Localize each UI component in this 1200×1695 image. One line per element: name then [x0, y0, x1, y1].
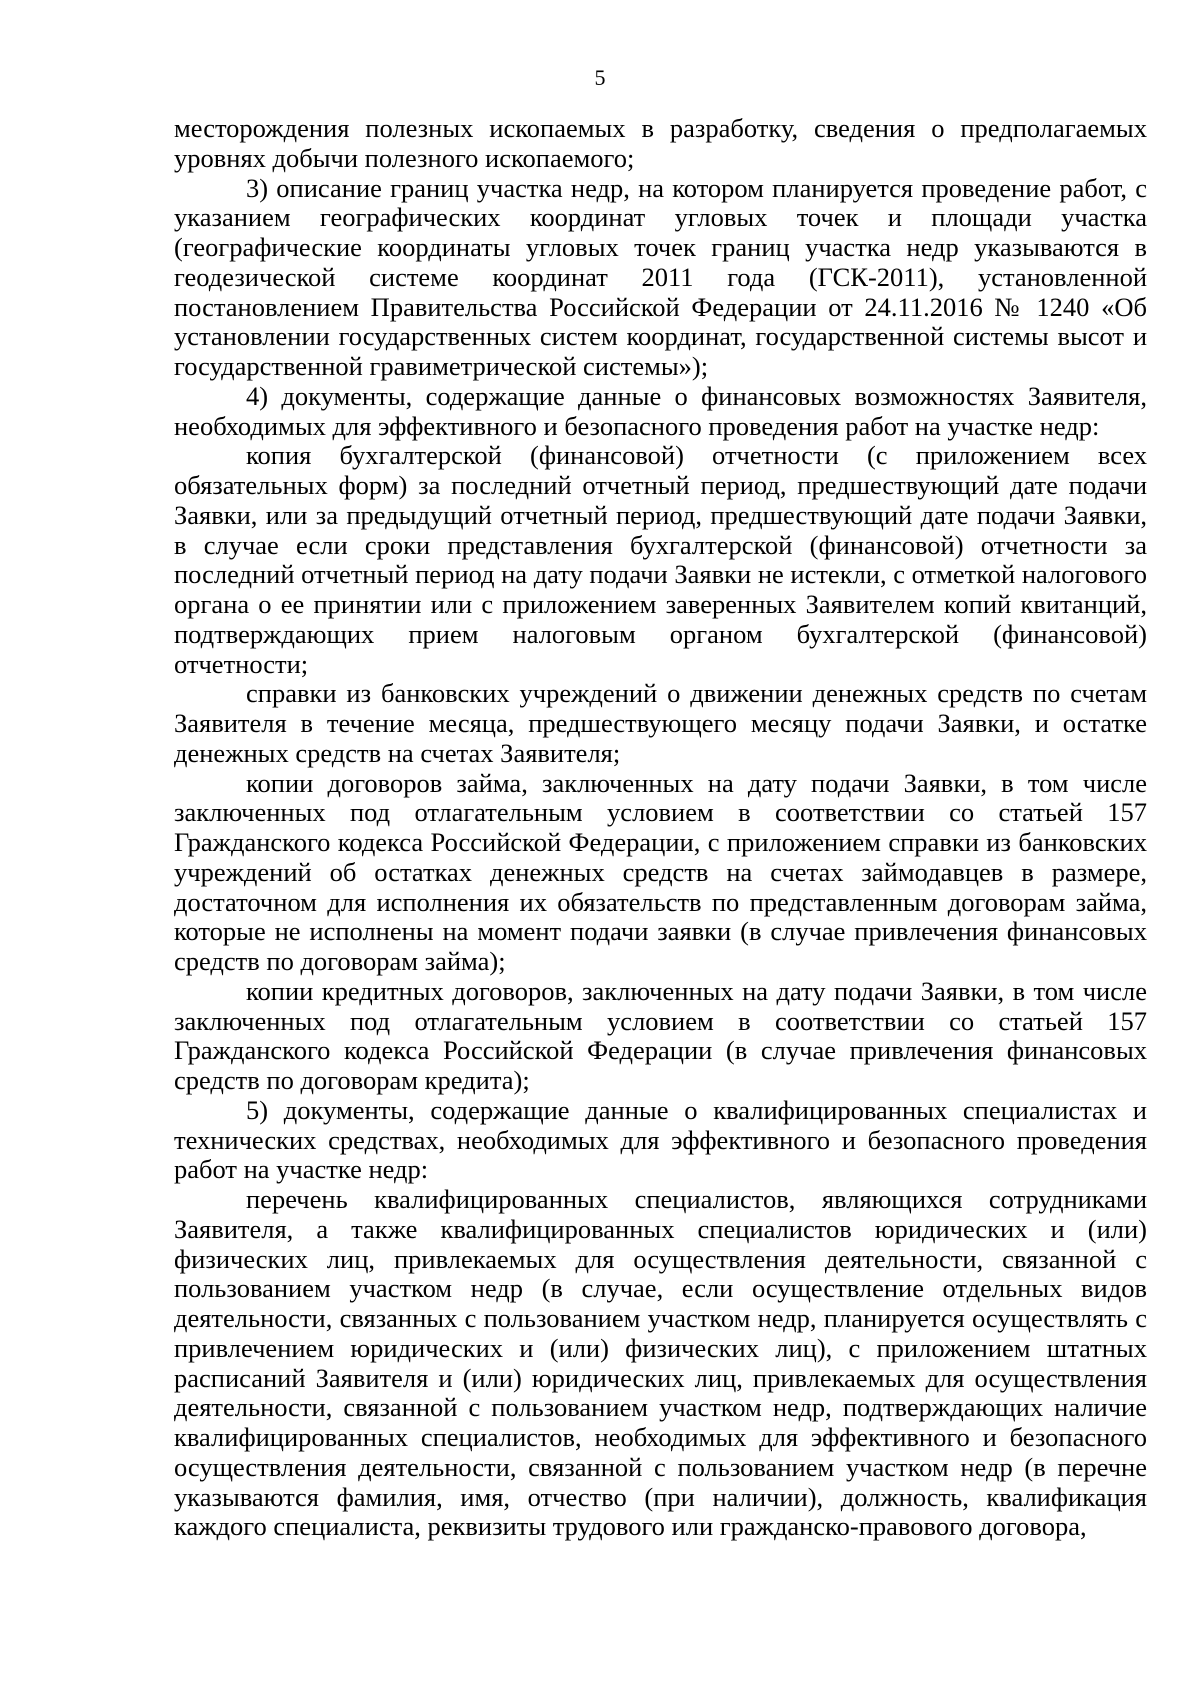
- page-number: 5: [594, 65, 606, 90]
- paragraph: копии договоров займа, заключенных на дату подачи Заявки, в том числе заключенных под отлагательным условием в соответствии со статьей 157 Гражданского кодекса Российской Федерации, с приложением справки из банковских учреждений об остатках денежных средств на счетах займодавцев в размере, достаточном для исполнения их обязательств по представленным договорам займа, которые не исполнены на момент подачи заявки (в случае привлечения финансовых средств по договорам займа);: [174, 767, 1147, 976]
- paragraph: копии кредитных договоров, заключенных на дату подачи Заявки, в том числе заключенных под отлагательным условием в соответствии со статьей 157 Гражданского кодекса Российской Федерации (в случае привлечения финансовых средств по договорам кредита);: [174, 975, 1147, 1095]
- document-body: [174, 114, 1147, 1542]
- paragraph: справки из банковских учреждений о движении денежных средств по счетам Заявителя в течение месяца, предшествующего месяцу подачи Заявки, и остатке денежных средств на счетах Заявителя;: [174, 678, 1147, 768]
- paragraph: копия бухгалтерской (финансовой) отчетности (с приложением всех обязательных форм) за последний отчетный период, предшествующий дате подачи Заявки, или за предыдущий отчетный период, предшествующий дате подачи Заявки, в случае если сроки представления бухгалтерской (финансовой) отчетности за последний отчетный период на дату подачи Заявки не истекли, с отметкой налогового органа о ее принятии или с приложением заверенных Заявителем копий квитанций, подтверждающих прием налоговым органом бухгалтерской (финансовой) отчетности;: [174, 440, 1147, 679]
- paragraph: 5) документы, содержащие данные о квалифицированных специалистах и технических средствах, необходимых для эффективного и безопасного проведения работ на участке недр:: [174, 1094, 1147, 1185]
- paragraph: месторождения полезных ископаемых в разработку, сведения о предполагаемых уровнях добычи полезного ископаемого;: [174, 113, 1147, 173]
- paragraph: 4) документы, содержащие данные о финансовых возможностях Заявителя, необходимых для эффективного и безопасного проведения работ на участке недр:: [174, 380, 1147, 441]
- paragraph: 3) описание границ участка недр, на котором планируется проведение работ, с указанием географических координат угловых точек и площади участка (географические координаты угловых точек границ участка недр указываются в геодезической системе координат 2011 года (ГСК-2011), установленной постановлением Правительства Российской Федерации от 24.11.2016 № 1240 «Об установлении государственных систем координат, государственной системы высот и государственной гравиметрической системы»);: [174, 172, 1147, 381]
- paragraph: перечень квалифицированных специалистов, являющихся сотрудниками Заявителя, а также квалифицированных специалистов юридических и (или) физических лиц, привлекаемых для осуществления деятельности, связанной с пользованием участком недр (в случае, если осуществление отдельных видов деятельности, связанных с пользованием участком недр, планируется осуществлять с привлечением юридических и (или) физических лиц), с приложением штатных расписаний Заявителя и (или) юридических лиц, привлекаемых для осуществления деятельности, связанной с пользованием участком недр, подтверждающих наличие квалифицированных специалистов, необходимых для эффективного и безопасного осуществления деятельности, связанной с пользованием участком недр (в перечне указываются фамилия, имя, отчество (при наличии), должность, квалификация каждого специалиста, реквизиты трудового или гражданско-правового договора,: [174, 1184, 1147, 1542]
